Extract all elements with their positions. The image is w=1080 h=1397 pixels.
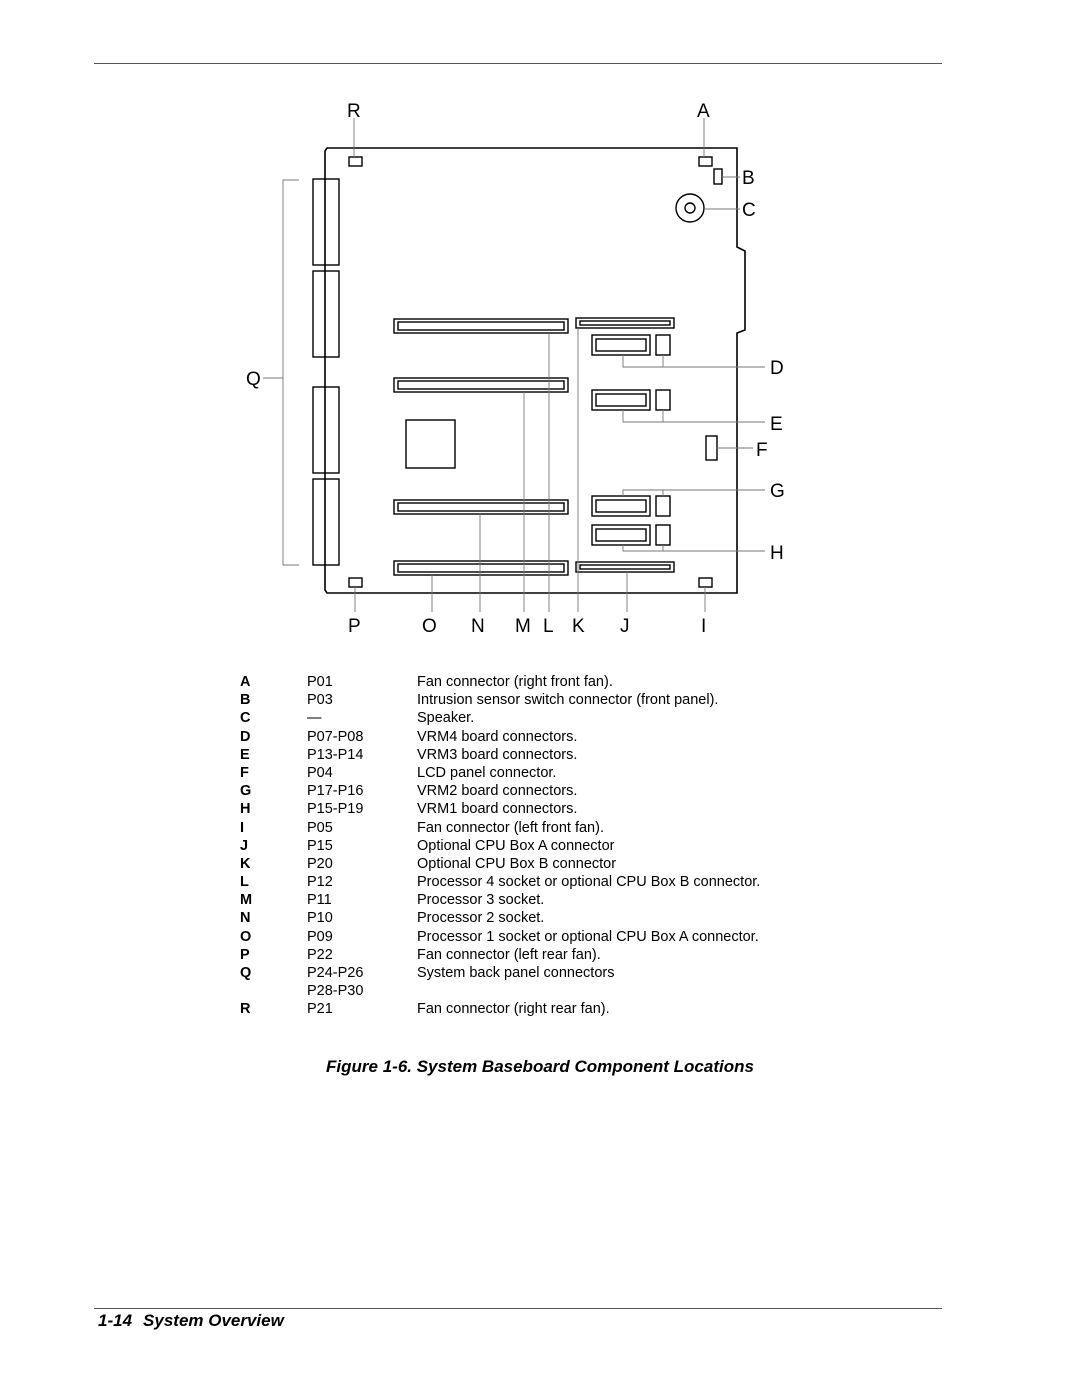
label-o: O	[422, 616, 437, 637]
label-k: K	[572, 616, 585, 637]
label-e: E	[770, 414, 783, 435]
legend-row: E P13-P14 VRM3 board connectors.	[240, 746, 578, 763]
baseboard-diagram	[0, 0, 1080, 650]
board-outline	[325, 148, 745, 593]
legend-row: N P10 Processor 2 socket.	[240, 910, 545, 927]
vrm3-connector	[592, 390, 650, 410]
label-p: P	[348, 616, 361, 637]
legend-row: J P15 Optional CPU Box A connector	[240, 837, 615, 854]
speaker	[676, 194, 704, 222]
legend-row: H P15-P19 VRM1 board connectors.	[240, 801, 578, 818]
label-d: D	[770, 358, 784, 379]
back-panel-connector-2	[313, 271, 339, 357]
label-g: G	[770, 481, 785, 502]
component-legend	[240, 673, 840, 1019]
legend-row: A P01 Fan connector (right front fan).	[240, 674, 613, 690]
label-r: R	[347, 101, 361, 122]
label-c: C	[742, 200, 756, 221]
label-h: H	[770, 543, 784, 564]
intrusion-connector	[714, 169, 722, 184]
legend-row: R P21 Fan connector (right rear fan).	[240, 1001, 610, 1018]
vrm4-connector	[592, 335, 650, 355]
legend-row: I P05 Fan connector (left front fan).	[240, 819, 604, 836]
legend-row: F P04 LCD panel connector.	[240, 764, 557, 781]
legend-row: B P03 Intrusion sensor switch connector (front panel).	[240, 692, 719, 709]
label-a: A	[697, 101, 710, 122]
label-l: L	[543, 616, 554, 637]
processor-socket-2	[394, 500, 568, 514]
chip	[406, 420, 455, 468]
label-f: F	[756, 440, 768, 461]
legend-row: K P20 Optional CPU Box B connector	[240, 855, 617, 872]
lcd-connector	[706, 436, 717, 460]
legend-row: C — Speaker.	[240, 710, 475, 727]
label-i: I	[701, 616, 707, 637]
label-n: N	[471, 616, 485, 637]
processor-socket-4	[394, 319, 568, 333]
legend-row: D P07-P08 VRM4 board connectors.	[240, 728, 578, 745]
legend-row: G P17-P16 VRM2 board connectors.	[240, 783, 578, 800]
legend-row: Q P24-P26 System back panel connectors	[240, 965, 615, 981]
page-number: 1-14	[98, 1311, 133, 1330]
vrm1-connector	[592, 525, 650, 545]
vrm2-connector	[592, 496, 650, 516]
section-title: System Overview	[143, 1311, 284, 1330]
legend-row: P28-P30	[307, 983, 364, 1000]
label-m: M	[515, 616, 531, 637]
cpu-box-b-connector	[576, 318, 674, 328]
label-b: B	[742, 168, 755, 189]
back-panel-connector-3	[313, 387, 339, 473]
legend-row: M P11 Processor 3 socket.	[240, 892, 545, 909]
legend-row: L P12 Processor 4 socket or optional CPU Box B connector.	[240, 874, 761, 891]
label-j: J	[620, 616, 630, 637]
fan-connector-i	[699, 578, 712, 587]
figure-caption: Figure 1-6. System Baseboard Component Locations	[326, 1057, 754, 1076]
processor-socket-1	[394, 561, 568, 575]
label-q: Q	[246, 369, 261, 390]
legend-row: P P22 Fan connector (left rear fan).	[240, 946, 601, 963]
cpu-box-a-connector	[576, 562, 674, 572]
back-panel-connector-4	[313, 479, 339, 565]
fan-connector-a	[699, 157, 712, 166]
fan-connector-p	[349, 578, 362, 587]
back-panel-connector-1	[313, 179, 339, 265]
legend-row: O P09 Processor 1 socket or optional CPU Box A connector.	[240, 928, 759, 945]
page-footer	[98, 1311, 284, 1331]
fan-connector-r	[349, 157, 362, 166]
footer-rule	[94, 1308, 942, 1309]
processor-socket-3	[394, 378, 568, 392]
